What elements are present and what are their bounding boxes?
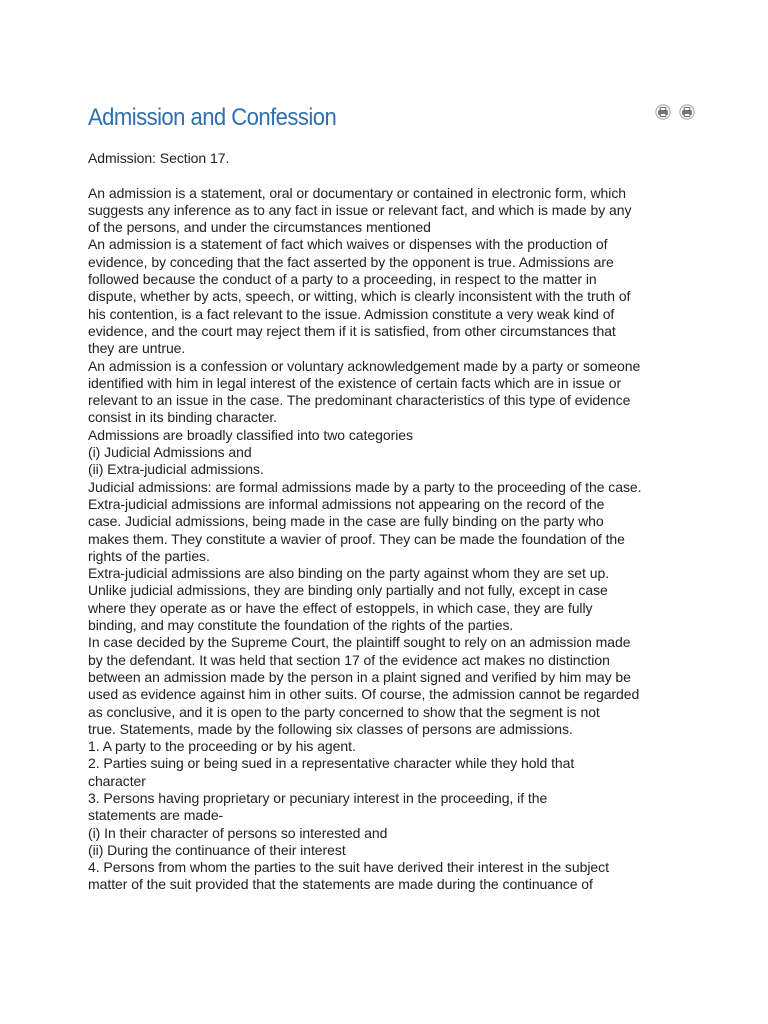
text-line: statements are made- xyxy=(88,807,224,824)
paragraph-spacer xyxy=(88,167,698,184)
text-line: An admission is a statement, oral or documentary or contained in electronic form, which xyxy=(88,184,627,201)
section-heading: Admission: Section 17. xyxy=(88,150,230,166)
text-line: matter of the suit provided that the statements are made during the continuance of xyxy=(88,876,593,893)
text-line: An admission is a statement of fact which waives or dispenses with the production of xyxy=(88,236,608,253)
text-line: Extra-judicial admissions are also binding on the party against whom they are set up. xyxy=(88,565,610,582)
text-line: 2. Parties suing or being sued in a representative character while they hold that xyxy=(88,755,575,772)
text-line: (ii) Extra-judicial admissions. xyxy=(88,461,264,478)
text-line: his contention, is a fact relevant to the issue. Admission constitute a very weak kind of xyxy=(88,305,615,322)
printer-icon[interactable] xyxy=(679,104,695,120)
text-line: (ii) During the continuance of their interest xyxy=(88,841,346,858)
text-line: dispute, whether by acts, speech, or witting, which is clearly inconsistent with the truth of xyxy=(88,288,631,305)
text-line: where they operate as or have the effect of estoppels, in which case, they are fully xyxy=(88,599,593,616)
article-body xyxy=(88,150,698,894)
text-line: evidence, and the court may reject them if it is satisfied, from other circumstances that xyxy=(88,322,616,339)
text-line: true. Statements, made by the following six classes of persons are admissions. xyxy=(88,720,573,737)
text-line: evidence, by conceding that the fact asserted by the opponent is true. Admissions are xyxy=(88,253,614,270)
text-line: Judicial admissions: are formal admissions made by a party to the proceeding of the case. xyxy=(88,478,642,495)
text-line: consist in its binding character. xyxy=(88,409,278,426)
text-line: An admission is a confession or voluntary acknowledgement made by a party or someone xyxy=(88,357,641,374)
text-line: character xyxy=(88,772,146,789)
text-line: relevant to an issue in the case. The predominant characteristics of this type of evidence xyxy=(88,392,631,409)
text-line: as conclusive, and it is open to the party concerned to show that the segment is not xyxy=(88,703,600,720)
text-line: 4. Persons from whom the parties to the suit have derived their interest in the subject xyxy=(88,859,609,876)
text-line: (i) In their character of persons so interested and xyxy=(88,824,388,841)
text-line: used as evidence against him in other suits. Of course, the admission cannot be regarded xyxy=(88,686,640,703)
text-line: 1. A party to the proceeding or by his agent. xyxy=(88,738,356,755)
text-line: suggests any inference as to any fact in issue or relevant fact, and which is made by any xyxy=(88,201,632,218)
text-line: In case decided by the Supreme Court, the plaintiff sought to rely on an admission made xyxy=(88,634,631,651)
text-line: case. Judicial admissions, being made in the case are fully binding on the party who xyxy=(88,513,604,530)
text-line: identified with him in legal interest of the existence of certain facts which are in issue or xyxy=(88,374,622,391)
page-title: Admission and Confession xyxy=(88,104,337,131)
text-line: by the defendant. It was held that section 17 of the evidence act makes no distinction xyxy=(88,651,610,668)
text-line: (i) Judicial Admissions and xyxy=(88,444,252,461)
text-line: Extra-judicial admissions are informal admissions not appearing on the record of the xyxy=(88,495,605,512)
print-toolbar xyxy=(655,104,695,120)
text-line: 3. Persons having proprietary or pecuniary interest in the proceeding, if the xyxy=(88,789,548,806)
text-line: Unlike judicial admissions, they are binding only partially and not fully, except in case xyxy=(88,582,608,599)
text-line: Admissions are broadly classified into two categories xyxy=(88,426,413,443)
text-line: binding, and may constitute the foundation of the rights of the parties. xyxy=(88,617,514,634)
printer-icon[interactable] xyxy=(655,104,671,120)
text-line: makes them. They constitute a wavier of proof. They can be made the foundation of the xyxy=(88,530,625,547)
text-line: between an admission made by the person in a plaint signed and verified by him may be xyxy=(88,668,631,685)
text-line: of the persons, and under the circumstances mentioned xyxy=(88,219,431,236)
text-line: followed because the conduct of a party to a proceeding, in respect to the matter in xyxy=(88,271,597,288)
text-line: they are untrue. xyxy=(88,340,186,357)
text-line: rights of the parties. xyxy=(88,547,210,564)
